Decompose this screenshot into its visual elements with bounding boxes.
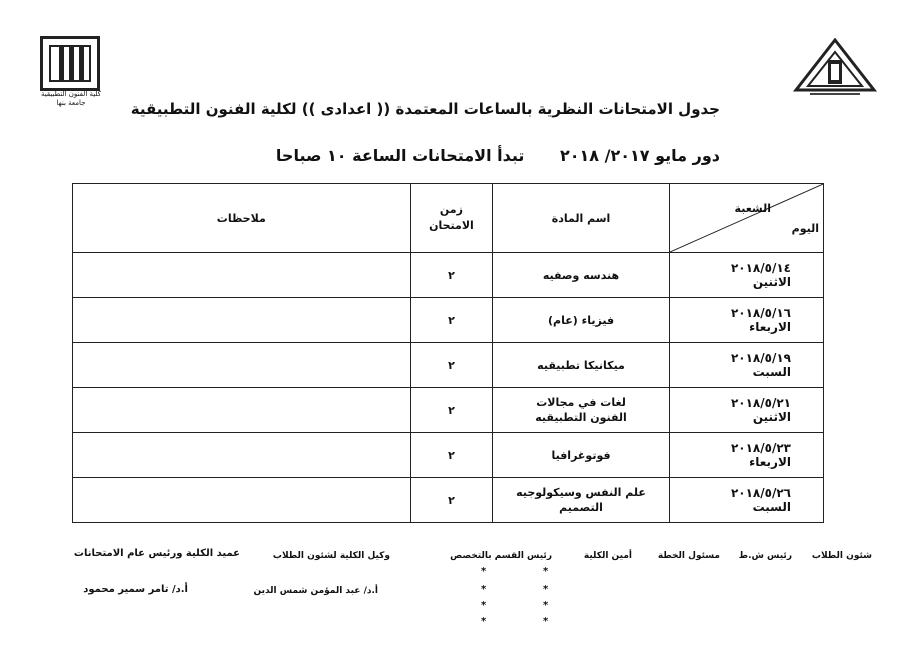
college-secretary-signature: أمين الكلية	[583, 551, 632, 561]
exam-schedule-table	[72, 183, 824, 523]
university-logo	[790, 38, 880, 98]
exam-date: ٢٠١٨/٥/١٦	[730, 306, 791, 320]
day-cell	[669, 298, 823, 343]
dean-name: أ.د/ تامر سمير محمود	[83, 584, 188, 595]
notes-cell	[73, 298, 411, 343]
notes-cell	[73, 253, 411, 298]
student-affairs-signature: شئون الطلاب	[811, 551, 872, 561]
notes-cell	[73, 433, 411, 478]
day-cell	[669, 388, 823, 433]
duration-header	[410, 184, 493, 253]
signature-mark: *	[543, 616, 549, 627]
signature-mark: *	[481, 584, 487, 595]
table-row	[73, 298, 824, 343]
table-row	[73, 343, 824, 388]
page-title: جدول الامتحانات النظرية بالساعات المعتمدة (( اعدادى )) لكلية الفنون التطبيقية	[130, 100, 720, 118]
signature-mark: *	[543, 600, 549, 611]
table-header-row	[73, 184, 824, 253]
duration-cell: ٢	[410, 343, 493, 388]
division-header: الشعبة	[734, 202, 771, 215]
signature-mark: *	[481, 616, 487, 627]
subject-cell: فوتوغرافيا	[493, 433, 669, 478]
dept-head-signature: رئيس القسم بالتخصص	[450, 551, 552, 561]
duration-cell: ٢	[410, 433, 493, 478]
logo-caption-line-1: كلية الفنون التطبيقية	[40, 90, 102, 98]
section-head-signature: رئيس ش.ط	[738, 551, 792, 561]
signature-mark: *	[481, 566, 487, 577]
exam-date: ٢٠١٨/٥/٢١	[730, 396, 791, 410]
table-row	[73, 388, 824, 433]
dean-signature: عميد الكلية ورئيس عام الامتحانات	[73, 548, 240, 559]
exam-session	[246, 146, 720, 165]
duration-cell: ٢	[410, 298, 493, 343]
subject-text: علم النفس وسيكولوجيه التصميم	[516, 486, 646, 514]
subject-text: لغات في مجالات الفنون التطبيقيه	[535, 396, 627, 424]
subject-cell: ميكانيكا تطبيقيه	[493, 343, 669, 388]
signature-mark: *	[543, 566, 549, 577]
day-header: اليوم	[791, 222, 819, 235]
signature-mark: *	[543, 584, 549, 595]
subject-cell	[493, 478, 669, 523]
vice-dean-signature: وكيل الكلية لشئون الطلاب	[272, 551, 390, 561]
duration-header-text: زمن الامتحان	[429, 203, 474, 232]
subject-cell	[493, 388, 669, 433]
faculty-logo-caption	[30, 90, 112, 108]
table-row	[73, 253, 824, 298]
duration-cell: ٢	[410, 478, 493, 523]
exam-date: ٢٠١٨/٥/١٩	[730, 351, 791, 365]
exam-day: السبت	[752, 500, 791, 514]
subject-cell: هندسه وصفيه	[493, 253, 669, 298]
notes-cell	[73, 343, 411, 388]
exam-day: الاثنين	[752, 275, 791, 289]
notes-header: ملاحظات	[73, 184, 411, 253]
day-cell	[669, 478, 823, 523]
exam-date: ٢٠١٨/٥/٢٣	[730, 441, 791, 455]
day-cell	[669, 253, 823, 298]
exam-date: ٢٠١٨/٥/٢٦	[730, 486, 791, 500]
exam-day: الاربعاء	[749, 320, 791, 334]
logo-caption-line-2: جامعة بنها	[56, 99, 86, 107]
exam-day: الاربعاء	[749, 455, 791, 469]
exam-day: السبت	[752, 365, 791, 379]
signature-mark: *	[481, 600, 487, 611]
exam-date: ٢٠١٨/٥/١٤	[730, 261, 791, 275]
subject-cell: فيزياء (عام)	[493, 298, 669, 343]
plan-officer-signature: مسئول الخطة	[657, 551, 720, 561]
notes-cell	[73, 478, 411, 523]
table-row	[73, 433, 824, 478]
duration-cell: ٢	[410, 388, 493, 433]
start-time-label: تبدأ الامتحانات الساعة ١٠ صباحا	[275, 146, 525, 165]
faculty-logo	[40, 36, 100, 91]
day-cell	[669, 343, 823, 388]
day-cell	[669, 433, 823, 478]
subject-header: اسم المادة	[493, 184, 669, 253]
duration-cell: ٢	[410, 253, 493, 298]
notes-cell	[73, 388, 411, 433]
session-label: دور مايو ٢٠١٧/ ٢٠١٨	[559, 146, 720, 165]
division-day-header	[669, 184, 823, 253]
exam-day: الاثنين	[752, 410, 791, 424]
vice-dean-name: أ.د/ عبد المؤمن شمس الدين	[253, 586, 378, 596]
table-row	[73, 478, 824, 523]
